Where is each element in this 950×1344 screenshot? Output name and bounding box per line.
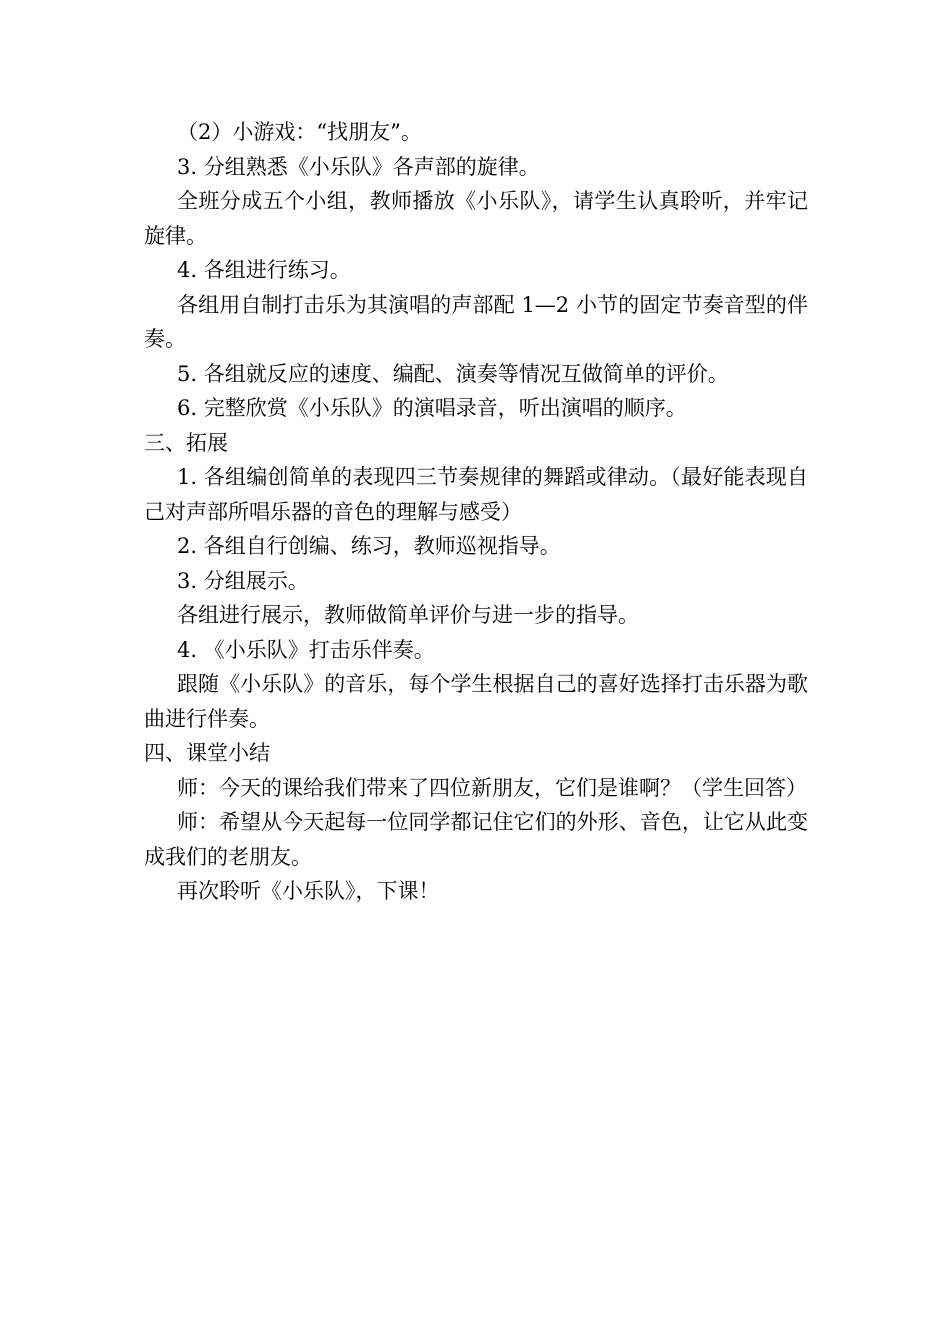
section-heading-extension: 三、拓展	[144, 430, 228, 455]
section-heading-summary: 四、课堂小结	[144, 741, 270, 765]
paragraph-game: （2）小游戏：“找朋友”。	[177, 120, 422, 144]
paragraph-extension-4: 4. 《小乐队》打击乐伴奏。	[177, 637, 435, 662]
paragraph-extension-1: 1. 各组编创简单的表现四三节奏规律的舞蹈或律动。（最好能表现自己对声部所唱乐器的音色的理解与感受）	[144, 465, 808, 524]
paragraph-step-4-detail: 各组用自制打击乐为其演唱的声部配 1—2 小节的固定节奏音型的伴奏。	[144, 292, 808, 351]
paragraph-step-4: 4. 各组进行练习。	[177, 258, 351, 282]
paragraph-summary-2: 师：希望从今天起每一位同学都记住它们的外形、音色，让它从此变成我们的老朋友。	[144, 810, 808, 869]
paragraph-extension-3-detail: 各组进行展示，教师做简单评价与进一步的指导。	[177, 603, 639, 627]
document-body	[144, 115, 808, 909]
paragraph-step-5: 5. 各组就反应的速度、编配、演奏等情况互做简单的评价。	[177, 361, 729, 386]
paragraph-summary-3: 再次聆听《小乐队》，下课！	[177, 879, 440, 903]
paragraph-extension-2: 2. 各组自行创编、练习，教师巡视指导。	[177, 534, 561, 558]
paragraph-step-6: 6. 完整欣赏《小乐队》的演唱录音，听出演唱的顺序。	[177, 396, 687, 420]
paragraph-summary-1: 师：今天的课给我们带来了四位新朋友，它们是谁啊？（学生回答）	[177, 775, 807, 800]
paragraph-extension-3: 3. 分组展示。	[177, 568, 309, 593]
paragraph-extension-4-detail: 跟随《小乐队》的音乐，每个学生根据自己的喜好选择打击乐器为歌曲进行伴奏。	[144, 672, 808, 731]
paragraph-step-3-detail: 全班分成五个小组，教师播放《小乐队》，请学生认真聆听，并牢记旋律。	[144, 189, 808, 248]
paragraph-step-3: 3. 分组熟悉《小乐队》各声部的旋律。	[177, 154, 540, 179]
